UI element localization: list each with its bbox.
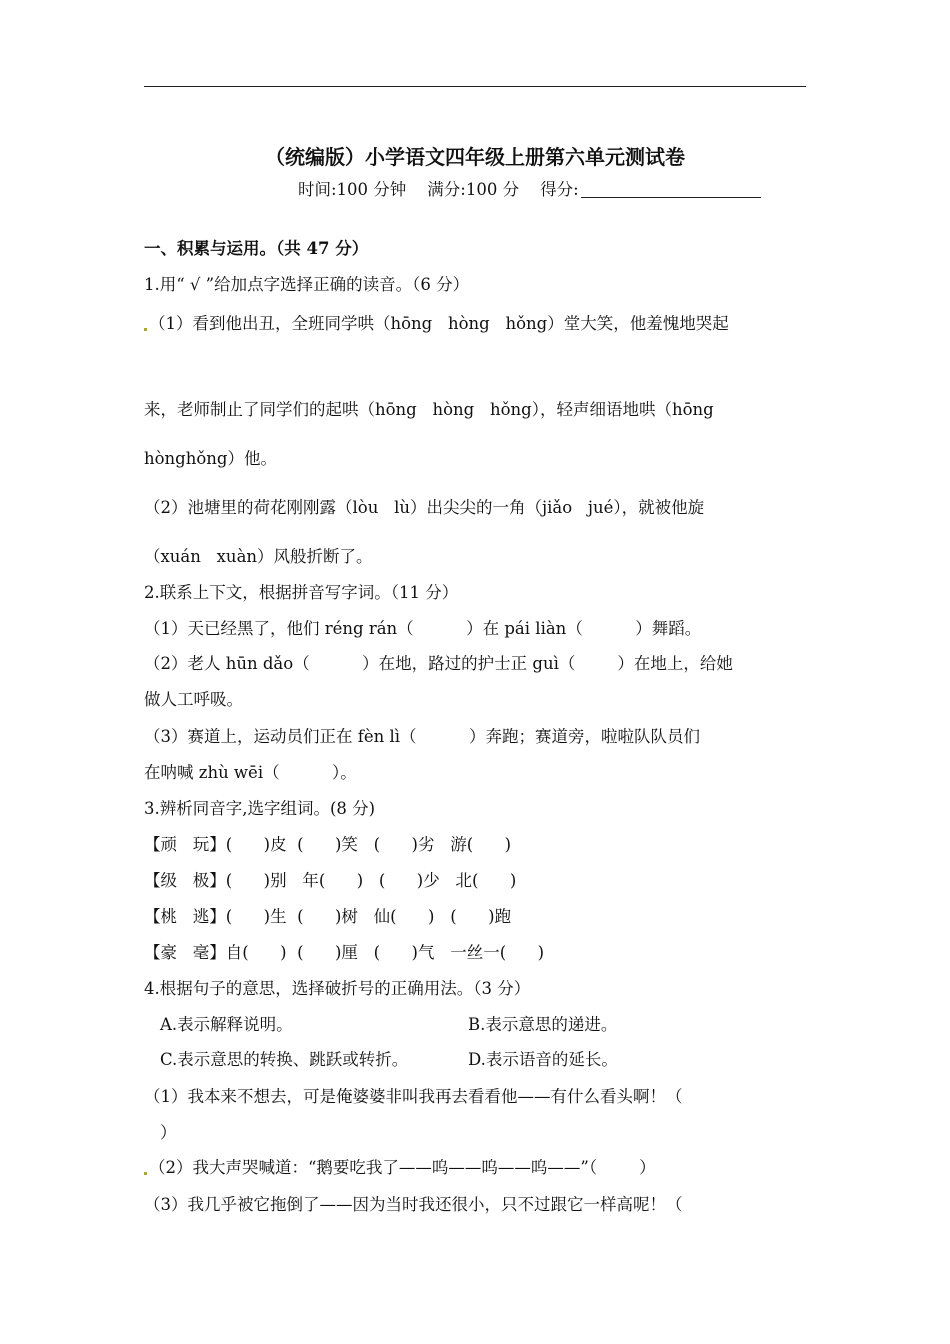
q3-stem: 3.辨析同音字,选字组词。(8 分) [144,799,376,818]
edit-mark [144,328,147,331]
full-score: 满分:100 分 [427,180,520,199]
q4-sentence2 [144,1157,656,1179]
q3-row: 【桃 逃】( )生 ( )树 仙( ) ( )跑 [144,907,512,926]
section-heading: 一、积累与运用。（共 47 分） [144,239,369,258]
q2-part1: （1）天已经黑了，他们 réng rán（ ）在 pái liàn（ ）舞蹈。 [144,619,702,638]
exam-meta [298,176,761,200]
q2-stem: 2.联系上下文，根据拼音写字词。（11 分） [144,583,459,602]
q3-row: 【顽 玩】( )皮 ( )笑 ( )劣 游( ) [144,835,512,854]
q4-sentence2-text: （2）我大声哭喊道：“鹅要吃我了——呜——呜——呜——”（ ） [149,1158,656,1177]
page-title: （统编版）小学语文四年级上册第六单元测试卷 [265,145,685,169]
edit-mark [144,1172,147,1175]
q2-part2-line1: （2）老人 hūn dǎo（ ）在地，路过的护士正 guì（ ）在地上，给她 [144,654,733,673]
q1-part2-line1: （2）池塘里的荷花刚刚露（lòu lù）出尖尖的一角（jiǎo jué），就被他旋 [144,498,705,517]
q1-part2-line2: （xuán xuàn）风般折断了。 [144,547,373,566]
q4-sentence1-line1: （1）我本来不想去，可是俺婆婆非叫我再去看看他——有什么看头啊！（ [144,1087,683,1106]
q4-option-a: A.表示解释说明。 [160,1015,293,1034]
q1-part1-line1-text: （1）看到他出丑，全班同学哄（hōng hòng hǒng）堂大笑，他羞愧地哭起 [149,314,729,333]
header-rule [144,86,806,87]
q1-part1-line1 [144,313,729,335]
q4-sentence1-line2: ） [160,1123,177,1142]
q3-row: 【级 极】( )别 年( ) ( )少 北( ) [144,871,517,890]
q4-sentence3: （3）我几乎被它拖倒了——因为当时我还很小，只不过跟它一样高呢！（ [144,1195,683,1214]
q2-part3-line1: （3）赛道上，运动员们正在 fèn lì（ ）奔跑；赛道旁，啦啦队队员们 [144,727,700,746]
score-label: 得分: [540,180,579,199]
q4-option-b: B.表示意思的递进。 [468,1015,618,1034]
q1-part1-line3: hònghǒng）他。 [144,449,277,468]
score-field[interactable] [581,181,761,198]
time-limit: 时间:100 分钟 [298,180,407,199]
q4-stem: 4.根据句子的意思，选择破折号的正确用法。（3 分） [144,979,531,998]
q2-part2-line2: 做人工呼吸。 [144,690,243,709]
q2-part3-line2: 在呐喊 zhù wēi（ ）。 [144,763,357,782]
q4-option-c: C.表示意思的转换、跳跃或转折。 [160,1050,409,1069]
q1-stem: 1.用“ √ ”给加点字选择正确的读音。（6 分） [144,275,470,294]
q4-option-d: D.表示语音的延长。 [468,1050,618,1069]
q3-row: 【豪 毫】自( ) ( )厘 ( )气 一丝一( ) [144,943,545,962]
q1-part1-line2: 来，老师制止了同学们的起哄（hōng hòng hǒng），轻声细语地哄（hōng [144,400,714,419]
